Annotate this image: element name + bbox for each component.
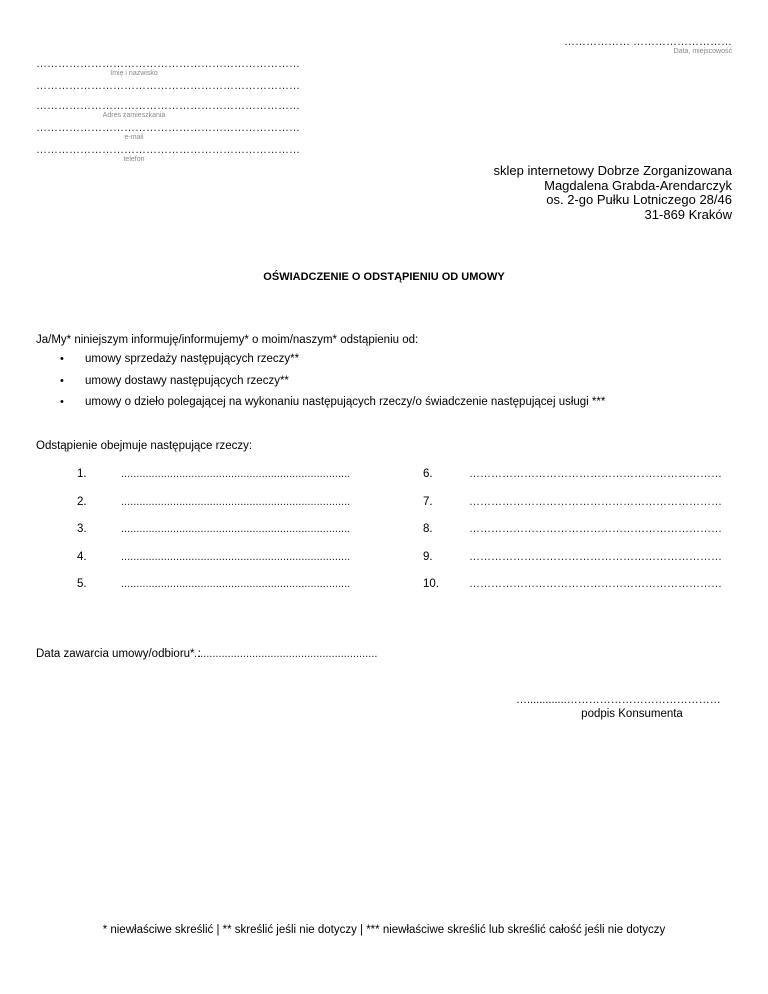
item-number: 3. — [77, 523, 87, 535]
item-field[interactable]: ........................................................................... — [121, 468, 351, 480]
recipient-line-3: os. 2-go Pułku Lotniczego 28/46 — [546, 192, 732, 207]
intro-text: Ja/My* niniejszym informuję/informujemy* o moim/naszym* odstąpieniu od: — [36, 334, 419, 346]
item-field[interactable]: ........................................................................... — [121, 578, 351, 590]
item-field[interactable]: …………………………………………………………… — [469, 496, 722, 508]
items-intro: Odstąpienie obejmuje następujące rzeczy: — [36, 440, 253, 452]
item-field[interactable]: …………………………………………………………… — [469, 551, 722, 563]
item-field[interactable]: ........................................................................... — [121, 496, 351, 508]
item-field[interactable]: …………………………………………………………… — [469, 578, 722, 590]
footnotes: * niewłaściwe skreślić | ** skreślić jeśli nie dotyczy | *** niewłaściwe skreślić lub skreślić całość jeśli nie dotyczy — [102, 924, 666, 936]
name-field-2[interactable]: ……………………………………………………………… — [36, 80, 300, 92]
item-number: 10. — [423, 578, 439, 590]
date-place-label: Data, miejscowość — [673, 48, 732, 55]
contract-date-field[interactable]: ............................................................ — [194, 648, 378, 660]
bullet-delivery[interactable]: umowy dostawy następujących rzeczy** — [85, 375, 289, 387]
bullet-sale[interactable]: umowy sprzedaży następujących rzeczy** — [85, 353, 300, 365]
bullet-2-marker: • — [60, 375, 64, 387]
contract-date-label: Data zawarcia umowy/odbioru* : — [36, 648, 201, 660]
address-label: Adres zamieszkania — [102, 112, 166, 119]
bullet-work-contract[interactable]: umowy o dzieło polegającej na wykonaniu następujących rzeczy/o świadczenie następującej usługi *** — [85, 396, 606, 408]
signature-label: podpis Konsumenta — [581, 708, 683, 720]
phone-label: telefon — [123, 156, 145, 163]
name-label: Imię i nazwisko — [110, 70, 158, 77]
email-label: e-mail — [124, 134, 144, 141]
email-field[interactable]: ……………………………………………………………… — [36, 122, 300, 134]
item-number: 1. — [77, 468, 87, 480]
phone-field[interactable]: ……………………………………………………………… — [36, 144, 300, 156]
item-field[interactable]: ........................................................................... — [121, 551, 351, 563]
signature-field[interactable]: ….............…………………………………… — [516, 694, 721, 706]
name-field[interactable]: ……………………………………………………………… — [36, 58, 300, 70]
item-number: 6. — [423, 468, 433, 480]
date-place-field[interactable]: ……………… ……………………… — [563, 36, 732, 48]
item-number: 5. — [77, 578, 87, 590]
item-number: 2. — [77, 496, 87, 508]
recipient-line-1: sklep internetowy Dobrze Zorganizowana — [493, 163, 732, 178]
item-number: 7. — [423, 496, 433, 508]
recipient-address — [494, 164, 732, 222]
address-field[interactable]: ……………………………………………………………… — [36, 100, 300, 112]
bullet-3-marker: • — [60, 396, 64, 408]
item-number: 4. — [77, 551, 87, 563]
document-title: OŚWIADCZENIE O ODSTĄPIENIU OD UMOWY — [263, 271, 505, 283]
bullet-1-marker: • — [60, 353, 64, 365]
recipient-line-2: Magdalena Grabda-Arendarczyk — [544, 177, 732, 193]
item-field[interactable]: ........................................................................... — [121, 523, 351, 535]
recipient-line-4: 31-869 Kraków — [644, 206, 732, 222]
item-field[interactable]: …………………………………………………………… — [469, 523, 722, 535]
item-field[interactable]: …………………………………………………………… — [469, 468, 722, 480]
item-number: 9. — [423, 551, 433, 563]
item-number: 8. — [423, 523, 433, 535]
